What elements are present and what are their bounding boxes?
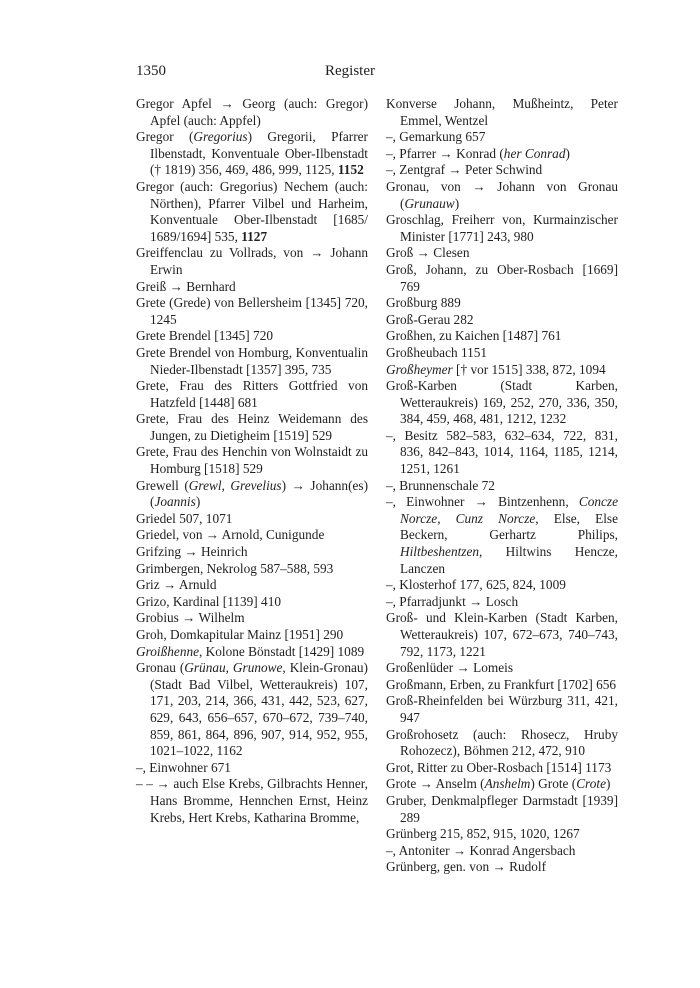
- index-entry: Groschlag, Freiherr von, Kurmainzischer Minister [1771] 243, 980: [386, 212, 618, 244]
- index-entry: –, Gemarkung 657: [386, 129, 486, 145]
- index-entry: Grot, Ritter zu Ober-Rosbach [1514] 1173: [386, 759, 612, 775]
- index-entry: Großenlüder → Lomeis: [386, 660, 514, 676]
- index-entry: Großmann, Erben, zu Frankfurt [1702] 656: [386, 676, 617, 692]
- index-entry: Grifzing → Heinrich: [136, 544, 248, 560]
- index-entry: Groß-Gerau 282: [386, 311, 474, 327]
- page-number: 1350: [136, 63, 166, 79]
- index-entry: Gregor Apfel → Georg (auch: Gregor) Apfel (auch: Appfel): [136, 96, 368, 128]
- index-entry: Grünberg, gen. von → Rudolf: [386, 859, 547, 875]
- index-entry: Grete, Frau des Henchin von Wolnstaidt zu Homburg [1518] 529: [136, 444, 368, 477]
- index-entry: –, Klosterhof 177, 625, 824, 1009: [386, 577, 566, 593]
- right-column: [386, 96, 618, 876]
- index-entry: Griz → Arnuld: [136, 577, 217, 593]
- index-entry: –, Besitz 582–583, 632–634, 722, 831, 836, 842–843, 1014, 1164, 1185, 1214, 1251, 1261: [386, 427, 618, 477]
- index-entry: Gruber, Denkmalpfleger Darmstadt [1939] 289: [386, 792, 618, 825]
- index-entry: Gronau (Grünau, Grunowe, Klein-Gronau) (Stadt Bad Vilbel, Wetteraukreis) 107, 171, 203, 214, 366, 431, 442, 523, 627, 629, 643, 656–657, 670–672, 739–740, 859, 861, 864, 896, 907, 914, 952, 955, 1021–1022, 1162: [136, 660, 368, 759]
- index-entry: –, Pfarradjunkt → Losch: [386, 593, 519, 609]
- index-entry: Grizo, Kardinal [1139] 410: [136, 593, 281, 609]
- index-entry: Grobius → Wilhelm: [136, 610, 245, 626]
- index-entry: Grete Brendel von Homburg, Konventualin Nieder-Ilbenstadt [1357] 395, 735: [136, 344, 368, 377]
- left-column: [136, 96, 368, 826]
- index-entry: –, Zentgraf → Peter Schwind: [386, 162, 543, 178]
- index-entry: Groß → Clesen: [386, 245, 470, 261]
- index-entry: Großheubach 1151: [386, 344, 488, 360]
- index-entry: Grimbergen, Nekrolog 587–588, 593: [136, 560, 334, 576]
- index-entry: Gregor (Gregorius) Gregorii, Pfarrer Ilbenstadt, Konventuale Ober-Ilbenstadt († 1819) 356, 469, 486, 999, 1125, 1152: [136, 129, 368, 178]
- index-entry: Grewell (Grewl, Grevelius) → Johann(es) (Joannis): [136, 477, 368, 510]
- index-entry: –, Brunnenschale 72: [386, 477, 495, 493]
- index-entry: Groß, Johann, zu Ober-Rosbach [1669] 769: [386, 261, 618, 294]
- index-entry: Großburg 889: [386, 295, 461, 311]
- index-entry: Griedel 507, 1071: [136, 510, 233, 526]
- index-entry: Groß-Karben (Stadt Karben, Wetteraukreis) 169, 252, 270, 336, 350, 384, 459, 468, 481, 1212, 1232: [386, 378, 618, 427]
- index-entry: Groß-Rheinfelden bei Würzburg 311, 421, 947: [386, 693, 618, 725]
- index-entry: Grete Brendel [1345] 720: [136, 328, 273, 344]
- index-entry: Großrohosetz (auch: Rhosecz, Hruby Rohozecz), Böhmen 212, 472, 910: [386, 726, 618, 759]
- index-entry: Grote → Anselm (Anshelm) Grote (Crote): [386, 776, 611, 792]
- index-entry: Großhen, zu Kaichen [1487] 761: [386, 328, 562, 344]
- running-head: Register: [325, 63, 375, 79]
- index-entry: –, Einwohner → Bintzenhenn, Concze Norcze, Cunz Norcze, Else, Else Beckern, Gerhartz Philips, Hiltbeshentzen, Hiltwins Hencze, Lanczen: [386, 494, 618, 576]
- index-entry: Grete (Grede) von Bellersheim [1345] 720, 1245: [136, 295, 368, 327]
- index-entry: Griedel, von → Arnold, Cunigunde: [136, 527, 325, 543]
- index-entry: –, Einwohner 671: [136, 759, 231, 775]
- index-entry: Groh, Domkapitular Mainz [1951] 290: [136, 627, 344, 642]
- index-entry: Großheymer [† vor 1515] 338, 872, 1094: [386, 361, 606, 377]
- index-entry: Gregor (auch: Gregorius) Nechem (auch: Nörthen), Pfarrer Vilbel und Harheim, Konventuale Ober-Ilbenstadt [1685/ 1689/1694] 535, 1127: [136, 178, 368, 244]
- index-entry: Grünberg 215, 852, 915, 1020, 1267: [386, 826, 580, 842]
- index-entry: Groißhenne, Kolone Bönstadt [1429] 1089: [136, 643, 365, 659]
- index-entry: Greiffenclau zu Vollrads, von → Johann Erwin: [136, 245, 368, 277]
- index-entry: –, Antoniter → Konrad Angersbach: [386, 842, 576, 858]
- index-entry: Greiß → Bernhard: [136, 278, 236, 294]
- index-entry: –, Pfarrer → Konrad (her Conrad): [386, 145, 570, 161]
- index-entry: – – → auch Else Krebs, Gilbrachts Henner, Hans Bromme, Hennchen Ernst, Heinz Krebs, Hert Krebs, Katharina Bromme,: [136, 776, 368, 825]
- index-entry: Groß- und Klein-Karben (Stadt Karben, Wetteraukreis) 107, 672–673, 740–743, 792, 1173, 1221: [386, 610, 618, 659]
- index-entry: Konverse Johann, Mußheintz, Peter Emmel, Wentzel: [386, 96, 618, 128]
- index-entry: Grete, Frau des Ritters Gottfried von Hatzfeld [1448] 681: [136, 378, 368, 410]
- index-entry: Grete, Frau des Heinz Weidemann des Jungen, zu Dietigheim [1519] 529: [136, 411, 368, 443]
- index-entry: Gronau, von → Johann von Gronau (Grunauw): [386, 178, 618, 211]
